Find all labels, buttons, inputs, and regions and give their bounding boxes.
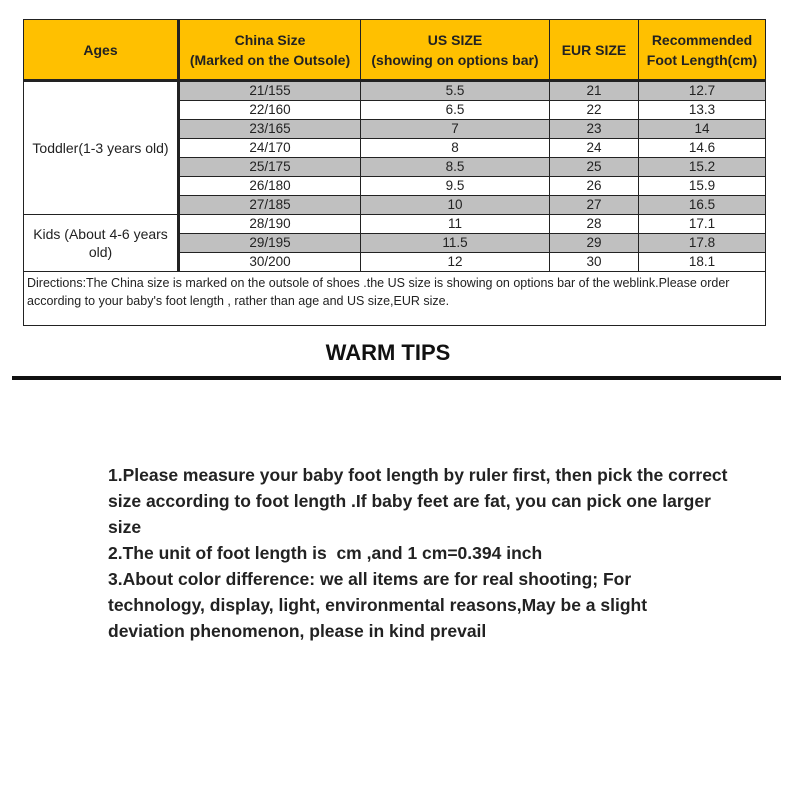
foot-length-cell: 13.3 bbox=[639, 101, 766, 120]
foot-length-cell: 16.5 bbox=[639, 196, 766, 215]
foot-length-cell: 17.8 bbox=[639, 234, 766, 253]
foot-length-cell: 12.7 bbox=[639, 81, 766, 101]
eur-size-cell: 30 bbox=[550, 253, 639, 272]
us-size-cell: 8 bbox=[361, 139, 550, 158]
foot-length-cell: 15.9 bbox=[639, 177, 766, 196]
china-size-cell: 29/195 bbox=[179, 234, 361, 253]
us-size-cell: 11 bbox=[361, 215, 550, 234]
foot-length-cell: 18.1 bbox=[639, 253, 766, 272]
header-ages: Ages bbox=[24, 20, 179, 81]
eur-size-cell: 22 bbox=[550, 101, 639, 120]
us-size-cell: 7 bbox=[361, 120, 550, 139]
china-size-cell: 21/155 bbox=[179, 81, 361, 101]
eur-size-cell: 23 bbox=[550, 120, 639, 139]
warm-tips-list bbox=[108, 462, 728, 644]
foot-length-cell: 17.1 bbox=[639, 215, 766, 234]
table-row bbox=[24, 81, 766, 101]
table-header-row bbox=[24, 20, 766, 81]
eur-size-cell: 28 bbox=[550, 215, 639, 234]
us-size-cell: 10 bbox=[361, 196, 550, 215]
eur-size-cell: 21 bbox=[550, 81, 639, 101]
table-row bbox=[24, 215, 766, 234]
divider bbox=[12, 376, 781, 380]
us-size-cell: 12 bbox=[361, 253, 550, 272]
us-size-cell: 9.5 bbox=[361, 177, 550, 196]
directions-text: Directions:The China size is marked on the outsole of shoes .the US size is showing on options bar of the weblink.Please order according to your baby's foot length , rather than age and US size,EUR size. bbox=[24, 272, 766, 326]
china-size-cell: 27/185 bbox=[179, 196, 361, 215]
china-size-cell: 22/160 bbox=[179, 101, 361, 120]
header-eur-size: EUR SIZE bbox=[550, 20, 639, 81]
eur-size-cell: 26 bbox=[550, 177, 639, 196]
header-foot-length: Recommended Foot Length(cm) bbox=[639, 20, 766, 81]
china-size-cell: 28/190 bbox=[179, 215, 361, 234]
eur-size-cell: 25 bbox=[550, 158, 639, 177]
directions-row bbox=[24, 272, 766, 326]
foot-length-cell: 14.6 bbox=[639, 139, 766, 158]
china-size-cell: 25/175 bbox=[179, 158, 361, 177]
china-size-cell: 26/180 bbox=[179, 177, 361, 196]
china-size-cell: 23/165 bbox=[179, 120, 361, 139]
china-size-cell: 30/200 bbox=[179, 253, 361, 272]
size-chart-table bbox=[23, 19, 766, 326]
us-size-cell: 5.5 bbox=[361, 81, 550, 101]
header-china-size: China Size (Marked on the Outsole) bbox=[179, 20, 361, 81]
eur-size-cell: 27 bbox=[550, 196, 639, 215]
eur-size-cell: 29 bbox=[550, 234, 639, 253]
age-group-cell: Kids (About 4-6 years old) bbox=[24, 215, 179, 272]
tip-item: 3.About color difference: we all items are for real shooting; For technology, display, light, environmental reasons,May be a slight deviation phenomenon, please in kind prevail bbox=[108, 569, 648, 641]
china-size-cell: 24/170 bbox=[179, 139, 361, 158]
age-group-cell: Toddler(1-3 years old) bbox=[24, 81, 179, 215]
us-size-cell: 6.5 bbox=[361, 101, 550, 120]
us-size-cell: 8.5 bbox=[361, 158, 550, 177]
tip-item: 1.Please measure your baby foot length by ruler first, then pick the correct size according to foot length .If baby feet are fat, you can pick one larger size bbox=[108, 465, 728, 537]
header-us-size: US SIZE (showing on options bar) bbox=[361, 20, 550, 81]
foot-length-cell: 15.2 bbox=[639, 158, 766, 177]
warm-tips-title: WARM TIPS bbox=[325, 340, 451, 365]
tip-item: 2.The unit of foot length is cm ,and 1 cm=0.394 inch bbox=[108, 543, 543, 563]
us-size-cell: 11.5 bbox=[361, 234, 550, 253]
eur-size-cell: 24 bbox=[550, 139, 639, 158]
foot-length-cell: 14 bbox=[639, 120, 766, 139]
